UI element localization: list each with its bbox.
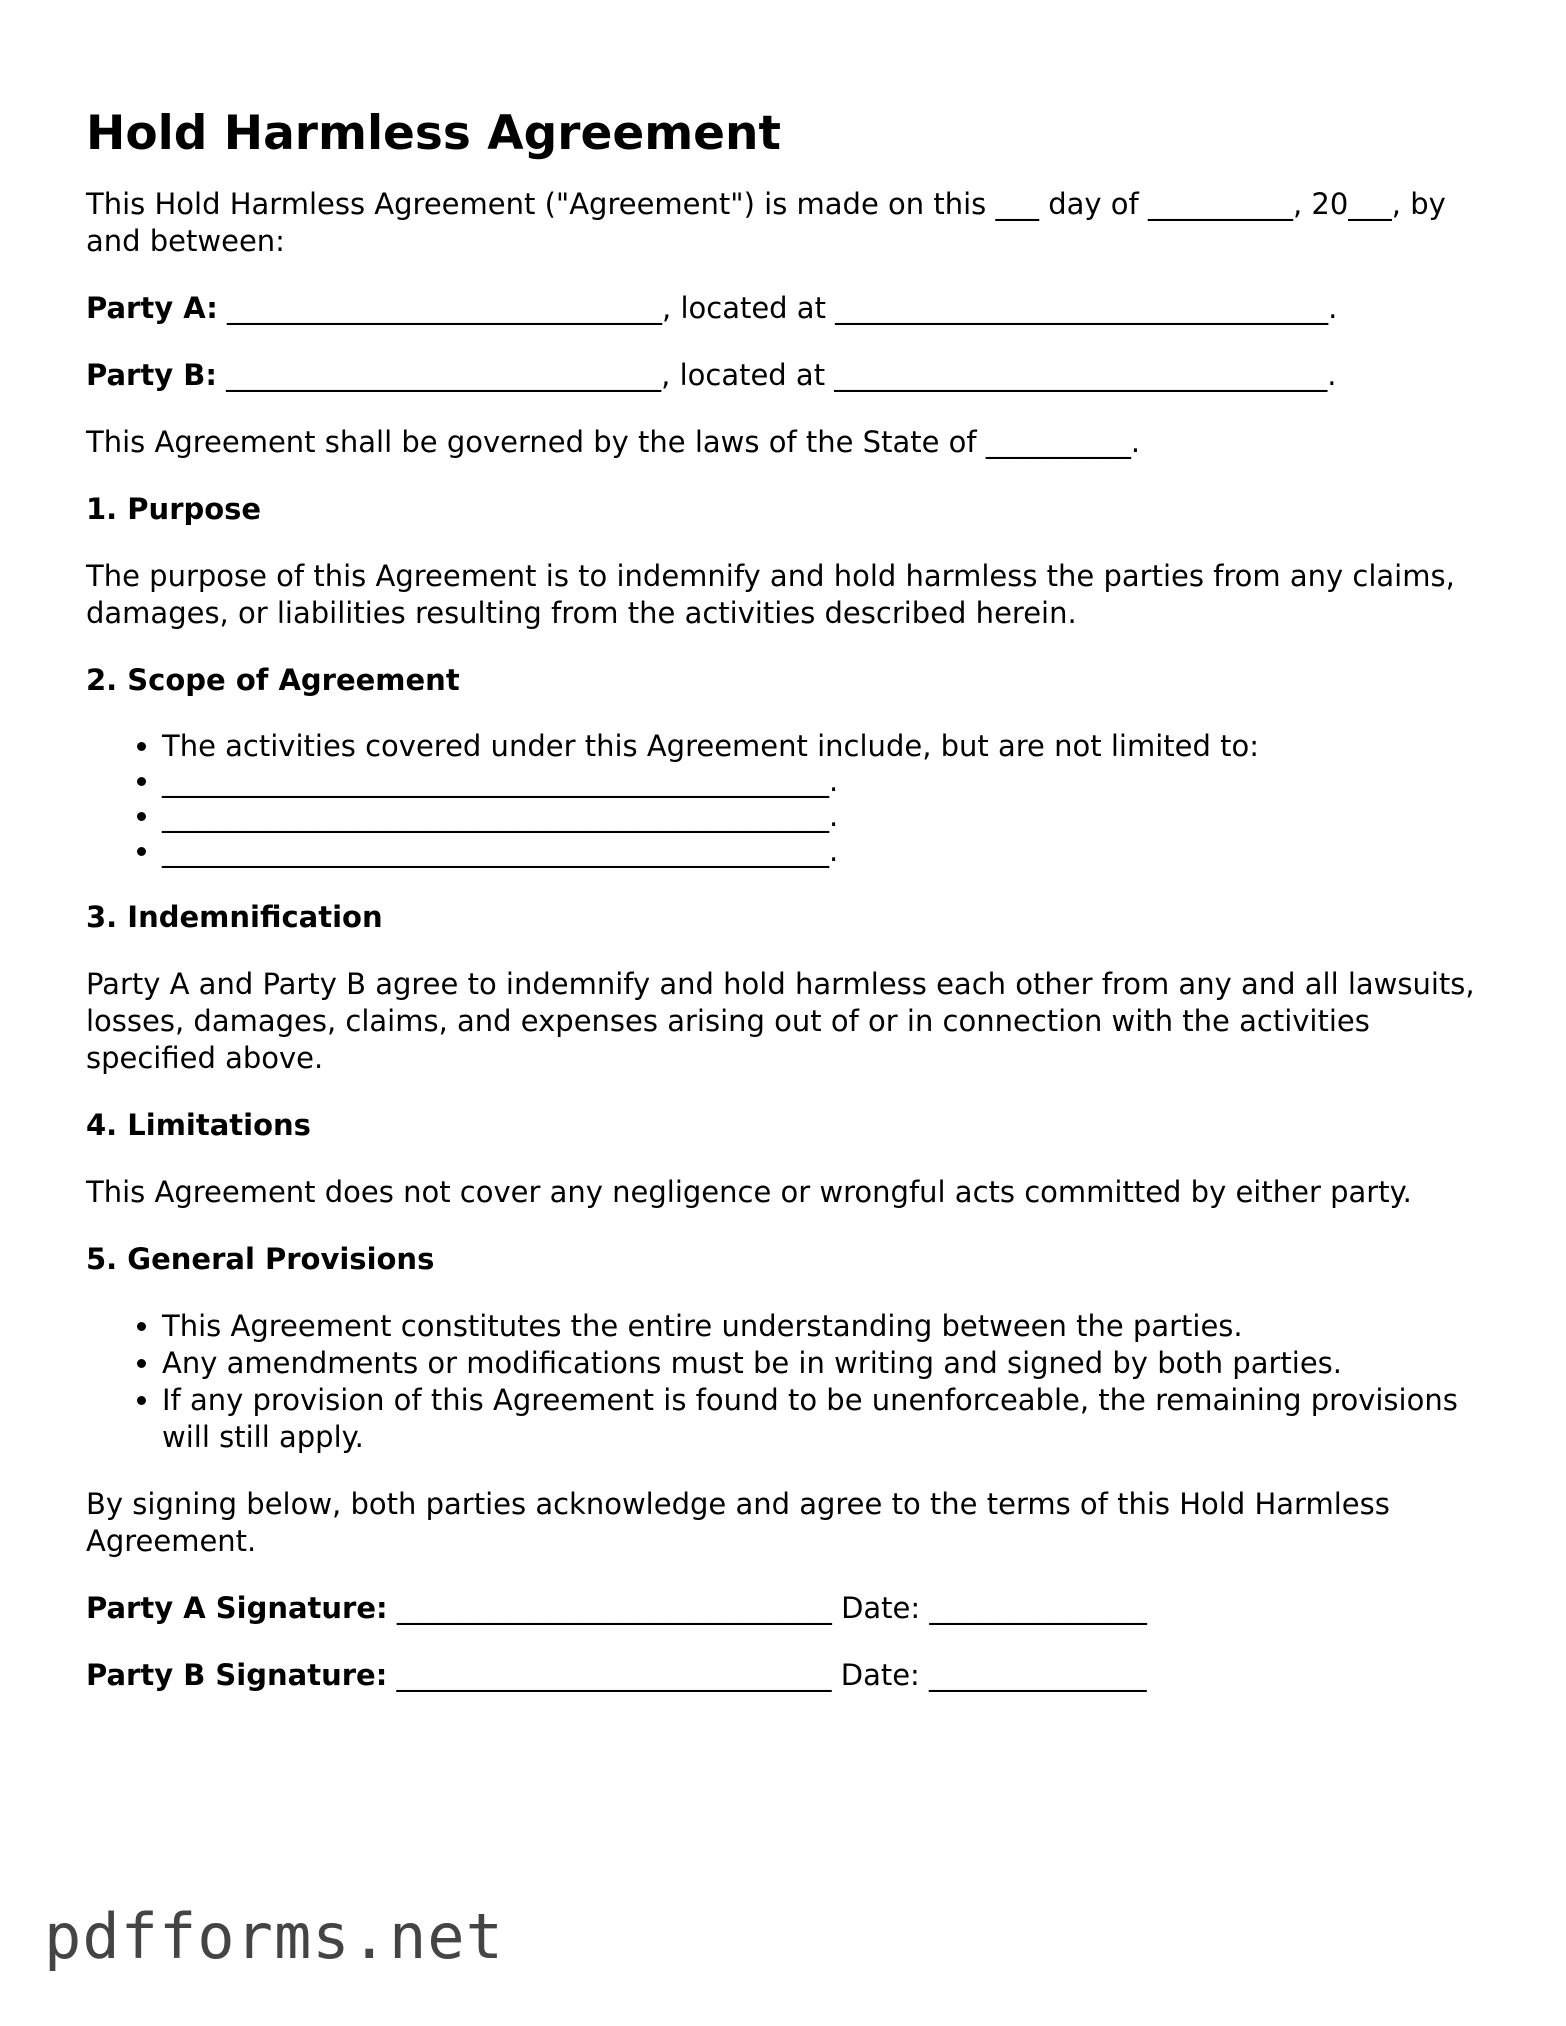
document-page: [86, 104, 1486, 1724]
document-title: Hold Harmless Agreement: [86, 106, 781, 161]
party-b-signature-blank: ______________________________ Date: _______________: [387, 1658, 1147, 1692]
party-b-line: [86, 357, 1486, 394]
list-item: • ______________________________________________.: [162, 799, 1486, 834]
list-item: • ______________________________________________.: [162, 764, 1486, 799]
party-a-line: [86, 290, 1486, 327]
party-a-signature-line: [86, 1590, 1486, 1627]
party-a-fill-text: ______________________________, located at __________________________________.: [217, 291, 1338, 325]
section-indemnification-heading: 3. Indemnification: [86, 900, 383, 934]
section-limitations-heading: 4. Limitations: [86, 1108, 311, 1142]
intro-paragraph: This Hold Harmless Agreement ("Agreement") is made on this ___ day of __________, 20___, by and between:: [86, 187, 1446, 258]
party-a-label: Party A:: [86, 291, 218, 325]
section-general-heading: 5. General Provisions: [86, 1242, 435, 1276]
section-scope-heading: 2. Scope of Agreement: [86, 663, 460, 697]
watermark-logo: pdfforms.net: [44, 1900, 504, 1973]
list-item: • ______________________________________________.: [162, 834, 1486, 869]
scope-list: [86, 729, 1486, 869]
list-item: • This Agreement constitutes the entire understanding between the parties.: [162, 1308, 1486, 1345]
section-purpose-heading: 1. Purpose: [86, 492, 262, 526]
party-b-signature-line: [86, 1657, 1486, 1694]
list-item: • Any amendments or modifications must be in writing and signed by both parties.: [162, 1345, 1486, 1382]
party-b-signature-label: Party B Signature:: [86, 1658, 388, 1692]
section-limitations-body: This Agreement does not cover any negligence or wrongful acts committed by either party.: [86, 1175, 1412, 1209]
governing-law-paragraph: This Agreement shall be governed by the laws of the State of __________.: [86, 425, 1141, 459]
closing-paragraph: By signing below, both parties acknowledge and agree to the terms of this Hold Harmless Agreement.: [86, 1487, 1390, 1558]
party-b-fill-text: ______________________________, located at __________________________________.: [216, 358, 1337, 392]
party-a-signature-label: Party A Signature:: [86, 1591, 388, 1625]
section-purpose-body: The purpose of this Agreement is to indemnify and hold harmless the parties from any claims, damages, or liabilities resulting from the activities described herein.: [86, 559, 1455, 630]
list-item: • The activities covered under this Agreement include, but are not limited to:: [162, 729, 1486, 764]
general-provisions-list: [86, 1308, 1486, 1456]
party-b-label: Party B:: [86, 358, 217, 392]
list-item: • If any provision of this Agreement is found to be unenforceable, the remaining provisions will still apply.: [162, 1382, 1486, 1456]
party-a-signature-blank: ______________________________ Date: _______________: [387, 1591, 1147, 1625]
section-indemnification-body: Party A and Party B agree to indemnify and hold harmless each other from any and all lawsuits, losses, damages, claims, and expenses arising out of or in connection with the activities specified above.: [86, 967, 1475, 1075]
